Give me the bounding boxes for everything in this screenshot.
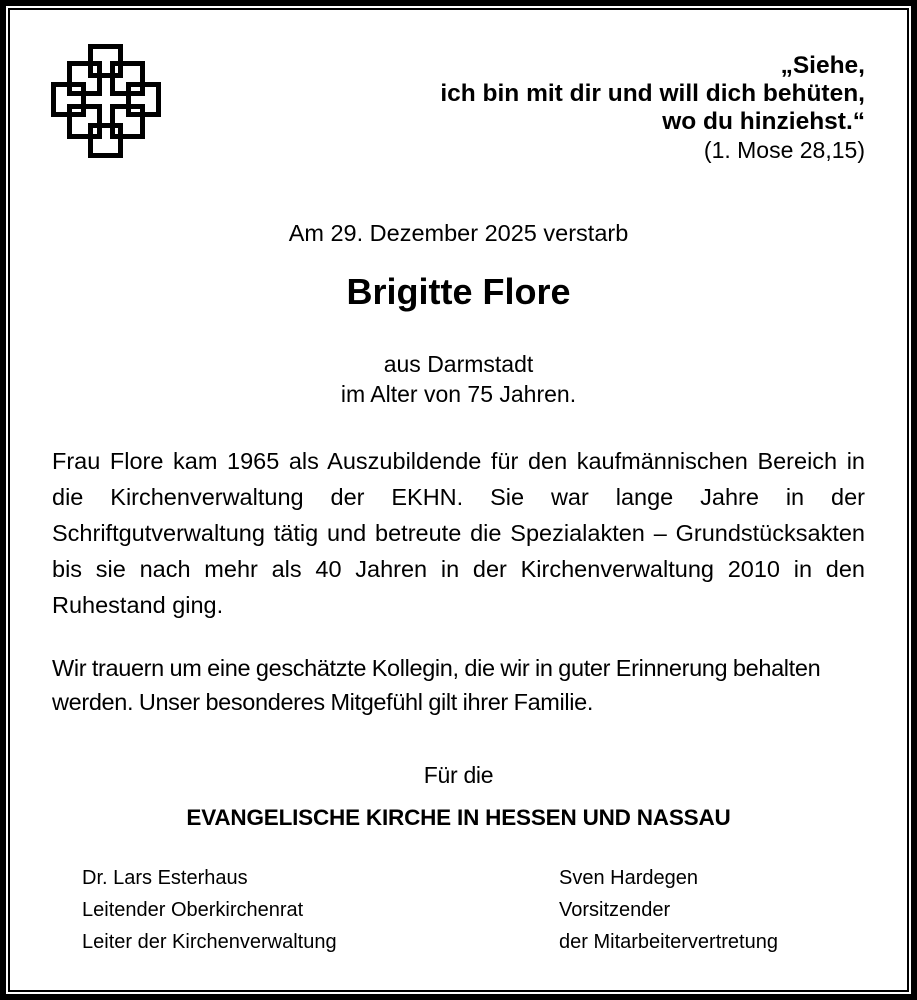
signatory-role: Leiter der Kirchenverwaltung (82, 931, 337, 953)
age-line: im Alter von 75 Jahren. (340, 381, 577, 407)
hometown: aus Darmstadt (383, 351, 534, 377)
bible-quote (305, 52, 865, 164)
signatory-left (82, 862, 337, 958)
quote-line: wo du hinziehst.“ (662, 108, 865, 135)
quote-line: „Siehe, (780, 52, 865, 79)
condolence-paragraph: Wir trauern um eine geschätzte Kollegin, die wir in guter Erinnerung behalten werden. Unser besonderes Mitgefühl gilt ihrer Familie. (52, 655, 821, 715)
death-date-line: Am 29. Dezember 2025 verstarb (288, 220, 629, 246)
signatory-role: der Mitarbeitervertretung (559, 931, 778, 953)
on-behalf-of-label: Für die (423, 762, 494, 788)
signatory-right (559, 862, 778, 958)
deceased-name: Brigitte Flore (346, 271, 571, 312)
biography-paragraph: Frau Flore kam 1965 als Auszubildende für den kaufmännischen Bereich in die Kirchenverwaltung der EKHN. Sie war lange Jahre in der Schriftgutverwaltung tätig und betreute die Spezialakten – Grundstücksakten bis sie nach mehr als 40 Jahren in der Kirchenverwaltung 2010 in den Ruhestand ging. (52, 448, 865, 618)
quote-line: ich bin mit dir und will dich behüten, (440, 80, 865, 107)
signatory-title: Vorsitzender (559, 899, 671, 921)
origin-block (0, 349, 917, 409)
cross-logo-icon (48, 42, 164, 160)
organization-name: EVANGELISCHE KIRCHE IN HESSEN UND NASSAU (186, 805, 731, 830)
signatory-name: Dr. Lars Esterhaus (82, 867, 248, 889)
signatory-name: Sven Hardegen (559, 867, 698, 889)
signatory-title: Leitender Oberkirchenrat (82, 899, 304, 921)
quote-reference: (1. Mose 28,15) (703, 137, 865, 163)
